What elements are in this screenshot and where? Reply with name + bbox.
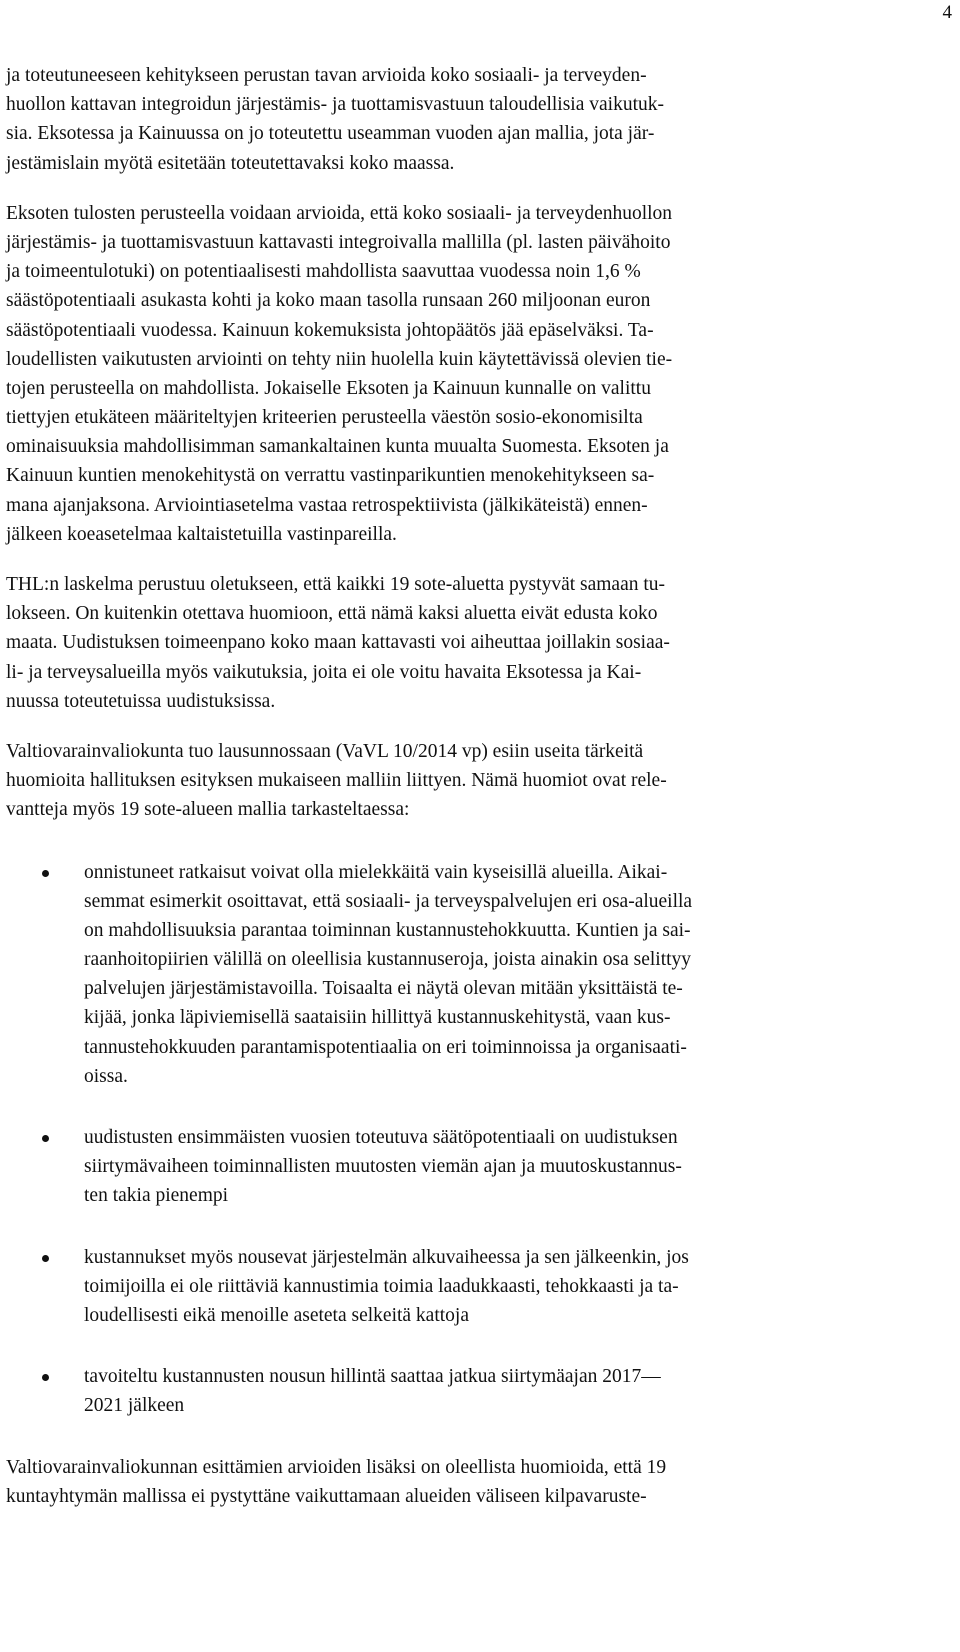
text-line: oissa. bbox=[84, 1065, 128, 1087]
paragraph-2 bbox=[6, 199, 952, 549]
text-line: loudellisesti eikä menoille aseteta selkeitä kattoja bbox=[84, 1304, 469, 1326]
text-line: maata. Uudistuksen toimeenpano koko maan kattavasti voi aiheuttaa joillakin sosiaa- bbox=[6, 632, 670, 654]
text-line: raanhoitopiirien välillä on oleellisia kustannuseroja, joista ainakin osa selittyy bbox=[84, 949, 692, 971]
text-line: sia. Eksotessa ja Kainuussa on jo toteutettu useamman vuoden ajan mallia, jota jär- bbox=[6, 123, 655, 145]
bullet-dot-icon bbox=[42, 870, 49, 877]
page-number: 4 bbox=[942, 2, 952, 23]
text-line: mana ajanjaksona. Arviointiasetelma vastaa retrospektiivista (jälkikäteistä) ennen- bbox=[6, 494, 648, 516]
text-line: Valtiovarainvaliokunta tuo lausunnossaan (VaVL 10/2014 vp) esiin useita tärkeitä bbox=[6, 740, 644, 762]
text-line: huomioita hallituksen esityksen mukaiseen malliin liittyen. Nämä huomiot ovat rele- bbox=[6, 770, 667, 792]
bullet-dot-icon bbox=[42, 1255, 49, 1262]
text-line: 2021 jälkeen bbox=[84, 1395, 185, 1417]
text-line: huollon kattavan integroidun järjestämis- ja tuottamisvastuun taloudellisia vaikutuk- bbox=[6, 94, 664, 116]
bullet-item-1 bbox=[6, 858, 952, 1092]
text-line: siirtymävaiheen toiminnallisten muutosten viemän ajan ja muutoskustannus- bbox=[84, 1156, 682, 1178]
text-line: tavoiteltu kustannusten nousun hillintä saattaa jatkua siirtymäajan 2017— bbox=[84, 1366, 661, 1388]
text-line: THL:n laskelma perustuu oletukseen, että kaikki 19 sote-aluetta pystyvät samaan tu- bbox=[6, 574, 666, 595]
text-line: ten takia pienempi bbox=[84, 1185, 229, 1207]
text-line: säästöpotentiaali asukasta kohti ja koko maan tasolla runsaan 260 miljoonan euron bbox=[6, 290, 651, 312]
text-line: Valtiovarainvaliokunnan esittämien arvioiden lisäksi on oleellista huomioida, että 19 bbox=[6, 1456, 667, 1478]
text-line: onnistuneet ratkaisut voivat olla mielekkäitä vain kyseisillä alueilla. Aikai- bbox=[84, 861, 668, 883]
text-line: loudellisten vaikutusten arviointi on tehty niin huolella kuin käytettävissä olevien tie- bbox=[6, 348, 673, 370]
text-line: kustannukset myös nousevat järjestelmän alkuvaiheessa ja sen jälkeenkin, jos bbox=[84, 1246, 689, 1268]
closing-paragraph bbox=[6, 1453, 952, 1511]
text-line: ja toimeentulotuki) on potentiaalisesti mahdollista saavuttaa vuodessa noin 1,6 % bbox=[6, 261, 641, 283]
text-line: tiettyjen etukäteen määriteltyjen kriteerien perusteella väestön sosio-ekonomisilta bbox=[6, 407, 643, 429]
text-line: ominaisuuksia mahdollisimman samankaltainen kunta muualta Suomesta. Eksoten ja bbox=[6, 436, 669, 458]
text-line: semmat esimerkit osoittavat, että sosiaali- ja terveyspalvelujen eri osa-alueilla bbox=[84, 890, 693, 912]
text-line: tojen perusteella on mahdollista. Jokaiselle Eksoten ja Kainuun kunnalle on valittu bbox=[6, 377, 651, 399]
bullet-item-2 bbox=[6, 1123, 952, 1211]
bullet-dot-icon bbox=[42, 1135, 49, 1142]
bullet-item-4 bbox=[6, 1362, 952, 1420]
text-line: lokseen. On kuitenkin otettava huomioon, että nämä kaksi aluetta eivät edusta koko bbox=[6, 603, 658, 625]
text-line: palvelujen järjestämistavoilla. Toisaalta ei näytä olevan mitään yksittäistä te- bbox=[84, 978, 683, 1000]
text-line: Eksoten tulosten perusteella voidaan arvioida, että koko sosiaali- ja terveydenhuollon bbox=[6, 202, 673, 224]
paragraph-4 bbox=[6, 737, 952, 825]
text-line: jestämislain myötä esitetään toteutettavaksi koko maassa. bbox=[6, 152, 455, 174]
text-line: Kainuun kuntien menokehitystä on verrattu vastinparikuntien menokehitykseen sa- bbox=[6, 465, 655, 487]
bullet-item-3 bbox=[6, 1243, 952, 1331]
text-line: tannustehokkuuden parantamispotentiaalia on eri toiminnoissa ja organisaati- bbox=[84, 1036, 687, 1058]
text-line: vantteja myös 19 sote-alueen mallia tarkasteltaessa: bbox=[6, 799, 410, 821]
text-line: li- ja terveysalueilla myös vaikutuksia, joita ei ole voitu havaita Eksotessa ja Kai- bbox=[6, 661, 642, 683]
text-line: järjestämis- ja tuottamisvastuun kattavasti integroivalla mallilla (pl. lasten päivähoito bbox=[6, 231, 671, 253]
text-line: nuussa toteutetuissa uudistuksissa. bbox=[6, 690, 276, 712]
text-line: uudistusten ensimmäisten vuosien toteutuva säätöpotentiaali on uudistuksen bbox=[84, 1127, 678, 1148]
text-line: ja toteutuneeseen kehitykseen perustan tavan arvioida koko sosiaali- ja terveyden- bbox=[6, 65, 647, 86]
text-line: jälkeen koeasetelmaa kaltaistetuilla vastinpareilla. bbox=[6, 523, 397, 545]
text-line: kijää, jonka läpiviemisellä saataisiin hillittyä kustannuskehitystä, vaan kus- bbox=[84, 1007, 671, 1029]
page-body bbox=[6, 61, 952, 1532]
paragraph-3 bbox=[6, 570, 952, 716]
text-line: säästöpotentiaali vuodessa. Kainuun kokemuksista johtopäätös jää epäselväksi. Ta- bbox=[6, 319, 654, 341]
paragraph-1 bbox=[6, 61, 952, 178]
text-line: toimijoilla ei ole riittäviä kannustimia toimia laadukkaasti, tehokkaasti ja ta- bbox=[84, 1275, 679, 1297]
text-line: kuntayhtymän mallissa ei pystyttäne vaikuttamaan alueiden väliseen kilpavaruste- bbox=[6, 1485, 647, 1507]
text-line: on mahdollisuuksia parantaa toiminnan kustannustehokkuutta. Kuntien ja sai- bbox=[84, 919, 691, 941]
bullet-dot-icon bbox=[42, 1374, 49, 1381]
